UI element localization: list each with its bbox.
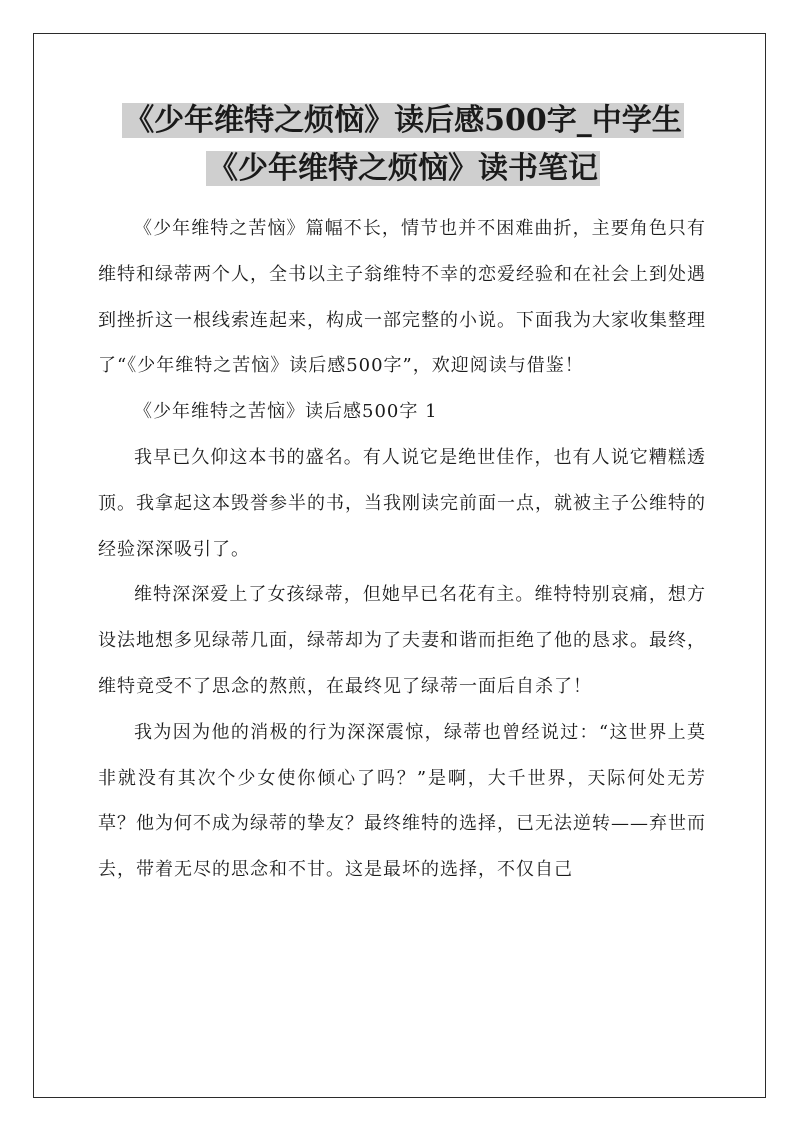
title-highlight: 《少年维特之烦恼》读后感500字_中学生《少年维特之烦恼》读书笔记 (124, 103, 682, 186)
intro-paragraph: 《少年维特之苦恼》篇幅不长，情节也并不困难曲折，主要角色只有维特和绿蒂两个人，全书以主子翁维特不幸的恋爱经验和在社会上到处遇到挫折这一根线索连起来，构成一部完整的小说。下面我为大家收集整理了“《少年维特之苦恼》读后感500字”，欢迎阅读与借鉴！ (98, 218, 706, 377)
body-paragraph: 我为因为他的消极的行为深深震惊，绿蒂也曾经说过：“这世界上莫非就没有其次个少女使你倾心了吗？”是啊，大千世界，天际何处无芳草？他为何不成为绿蒂的挚友？最终维特的选择，已无法逆转——弃世而去，带着无尽的思念和不甘。这是最坏的选择，不仅自己 (98, 721, 706, 881)
document-body (98, 206, 706, 893)
section-heading: 《少年维特之苦恼》读后感500字 1 (134, 401, 438, 423)
body-paragraph: 维特深深爱上了女孩绿蒂，但她早已名花有主。维特特别哀痛，想方设法地想多见绿蒂几面，绿蒂却为了夫妻和谐而拒绝了他的恳求。最终，维特竟受不了思念的熬煎，在最终见了绿蒂一面后自杀了！ (98, 584, 706, 697)
body-paragraph: 我早已久仰这本书的盛名。有人说它是绝世佳作，也有人说它糟糕透顶。我拿起这本毁誉参半的书，当我刚读完前面一点，就被主子公维特的经验深深吸引了。 (98, 446, 706, 560)
page-title (98, 97, 708, 193)
